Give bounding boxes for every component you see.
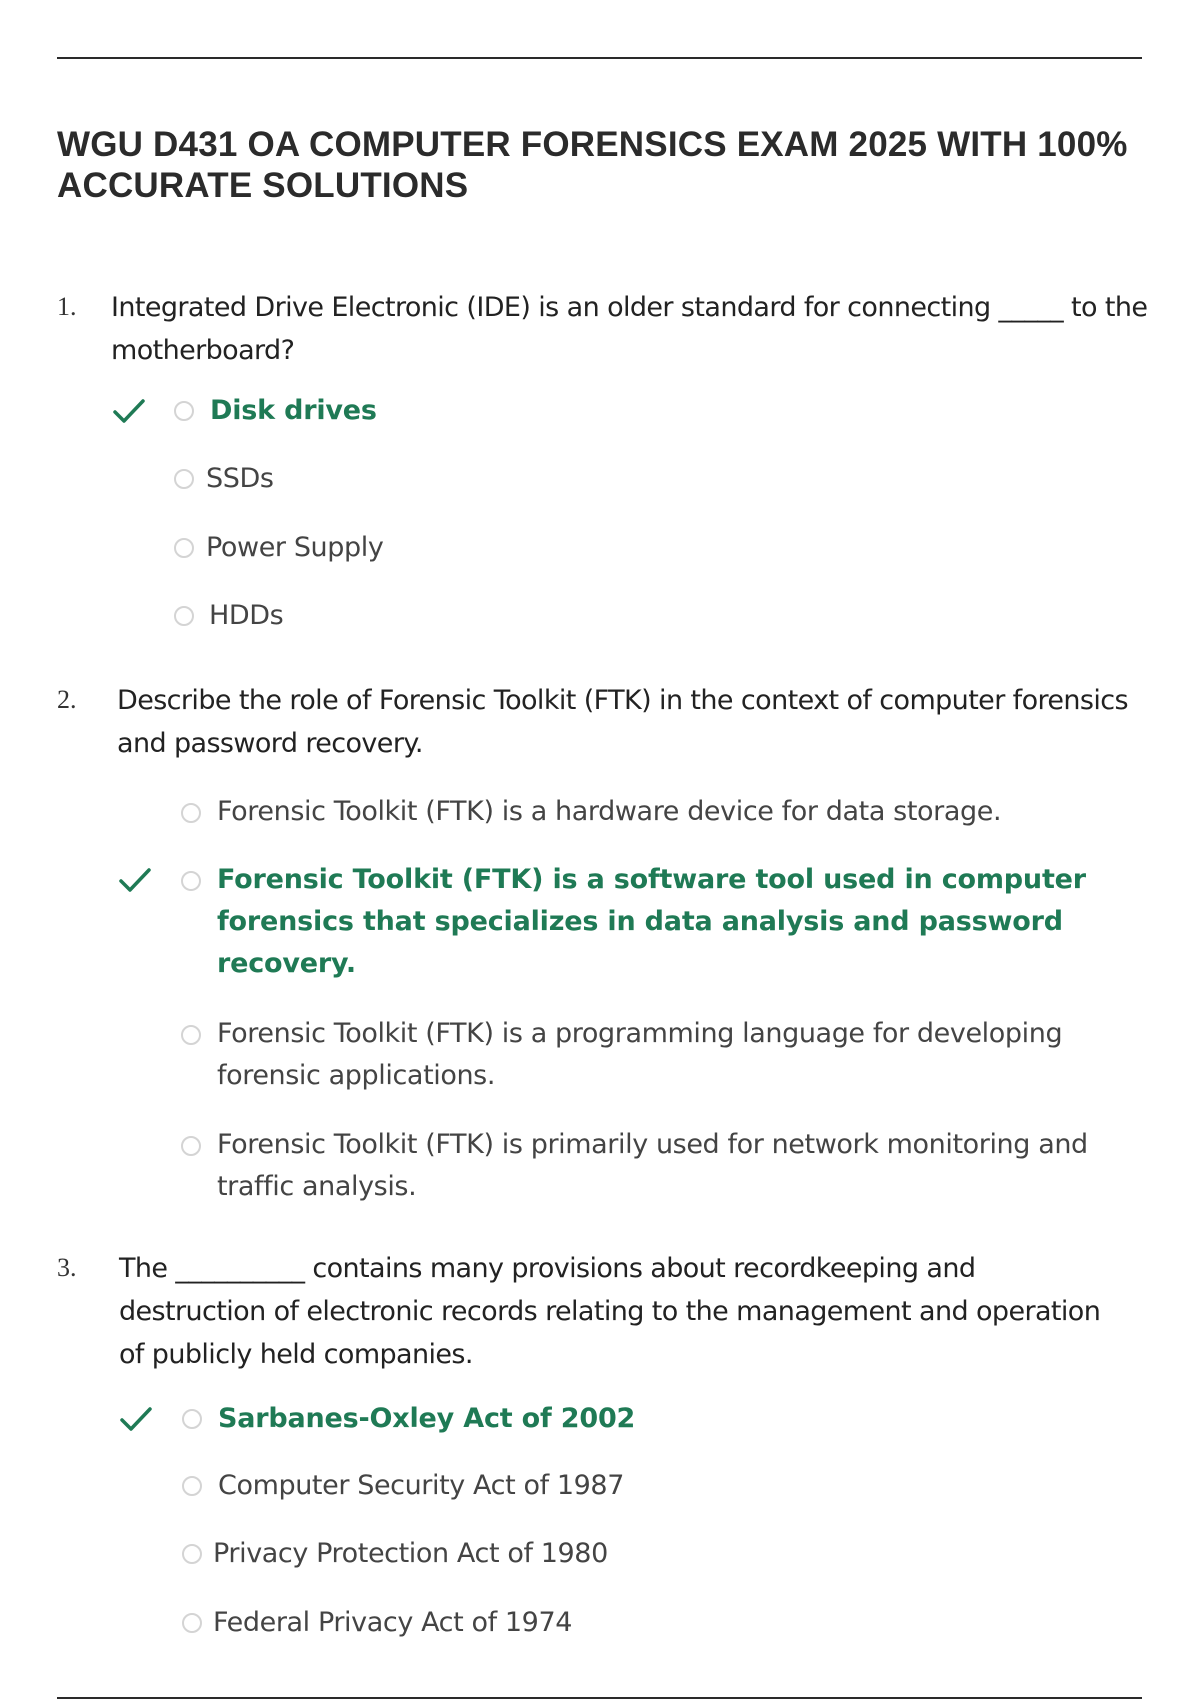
radio-button[interactable] <box>182 1476 202 1496</box>
question-number: 1. <box>57 292 77 321</box>
question-stem: Integrated Drive Electronic (IDE) is an older standard for connecting _____ to the motherboard? <box>111 292 1148 366</box>
answer-label: HDDs <box>209 600 284 631</box>
radio-button[interactable] <box>182 1544 202 1564</box>
question-stem: The __________ contains many provisions about recordkeeping and destruction of electronic records relating to the management and operation of publicly held companies. <box>119 1253 1101 1370</box>
question-number: 3. <box>57 1253 77 1282</box>
top-divider <box>57 57 1142 59</box>
radio-button[interactable] <box>181 1025 201 1045</box>
question-stem: Describe the role of Forensic Toolkit (FTK) in the context of computer forensics and password recovery. <box>117 685 1129 759</box>
checkmark-icon <box>118 865 152 895</box>
document-title: WGU D431 OA COMPUTER FORENSICS EXAM 2025 WITH 100% ACCURATE SOLUTIONS <box>57 125 1128 205</box>
answer-label: Power Supply <box>206 532 384 563</box>
checkmark-icon <box>112 396 146 426</box>
answer-label: Sarbanes-Oxley Act of 2002 <box>218 1403 636 1434</box>
answer-label: Computer Security Act of 1987 <box>218 1470 624 1501</box>
answer-label: Disk drives <box>210 395 377 426</box>
radio-button[interactable] <box>174 606 194 626</box>
answer-label: Forensic Toolkit (FTK) is primarily used for network monitoring and traffic analysis. <box>217 1129 1088 1202</box>
radio-button[interactable] <box>181 803 201 823</box>
radio-button[interactable] <box>174 401 194 421</box>
answer-label: Forensic Toolkit (FTK) is a programming language for developing forensic applications. <box>217 1018 1063 1091</box>
radio-button[interactable] <box>182 1613 202 1633</box>
answer-label: Forensic Toolkit (FTK) is a software tool used in computer forensics that specializes in data analysis and password recovery. <box>217 864 1086 979</box>
radio-button[interactable] <box>181 871 201 891</box>
answer-label: Forensic Toolkit (FTK) is a hardware device for data storage. <box>217 796 1002 827</box>
radio-button[interactable] <box>174 538 194 558</box>
question-1 <box>57 286 1157 646</box>
radio-button[interactable] <box>182 1409 202 1429</box>
question-2 <box>57 679 1157 1219</box>
question-number: 2. <box>57 685 77 714</box>
answer-label: Federal Privacy Act of 1974 <box>213 1607 573 1638</box>
radio-button[interactable] <box>181 1136 201 1156</box>
question-3 <box>57 1247 1157 1647</box>
answer-label: Privacy Protection Act of 1980 <box>213 1538 608 1569</box>
checkmark-icon <box>119 1404 153 1434</box>
bottom-divider <box>57 1697 1142 1699</box>
radio-button[interactable] <box>174 469 194 489</box>
answer-label: SSDs <box>206 463 274 494</box>
